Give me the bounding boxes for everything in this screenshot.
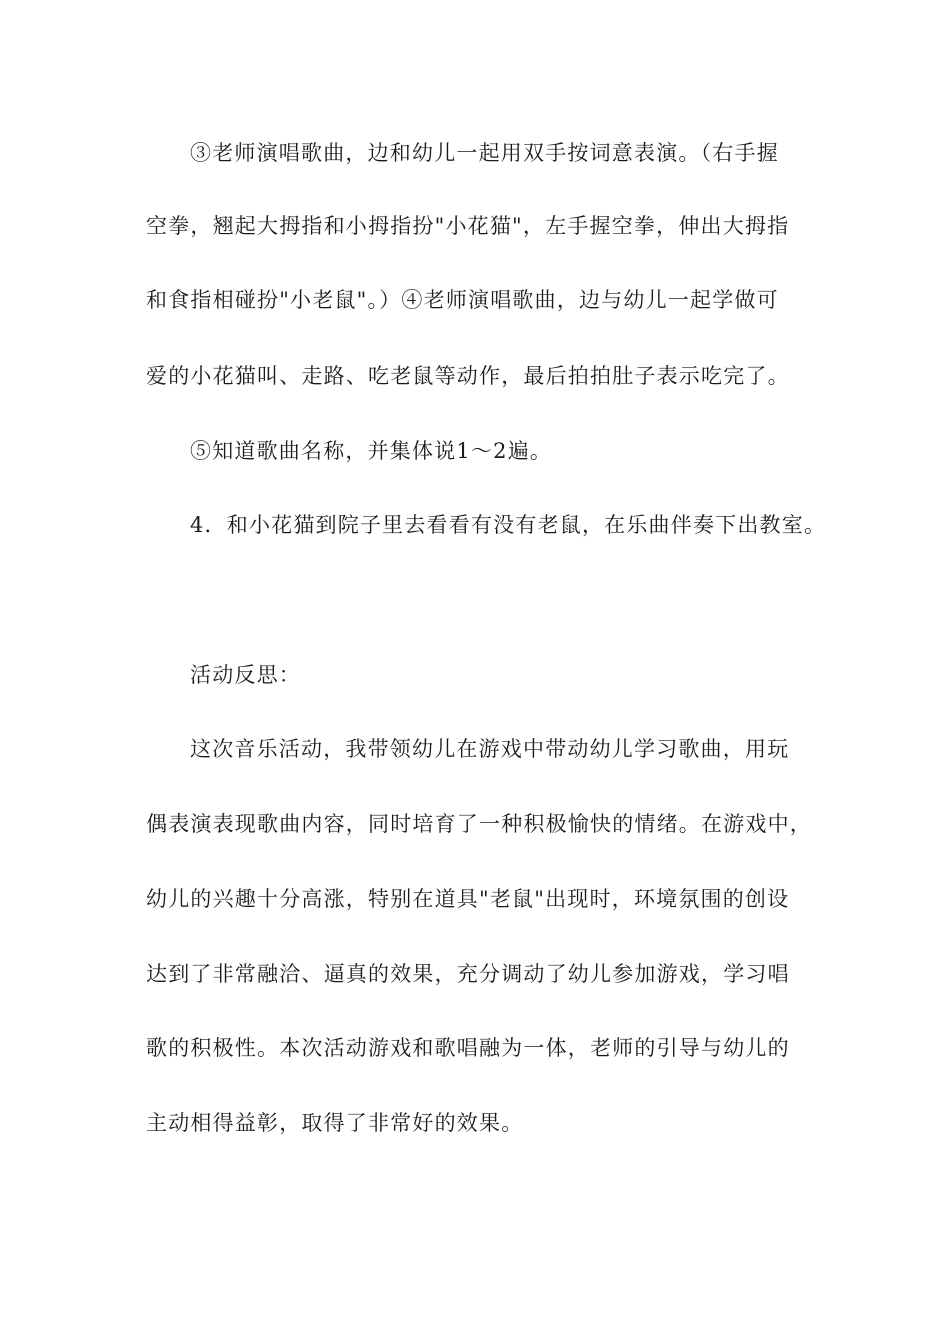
section-heading: 活动反思：: [190, 663, 301, 687]
paragraph-line: 偶表演表现歌曲内容，同时培育了一种积极愉快的情绪。在游戏中，: [146, 812, 812, 836]
paragraph-line: 主动相得益彰，取得了非常好的效果。: [146, 1111, 524, 1135]
paragraph-line: 幼儿的兴趣十分高涨，特别在道具"老鼠"出现时，环境氛围的创设: [146, 887, 790, 911]
paragraph-line: 达到了非常融洽、逼真的效果，充分调动了幼儿参加游戏，学习唱: [146, 962, 790, 986]
paragraph-line: 歌的积极性。本次活动游戏和歌唱融为一体，老师的引导与幼儿的: [146, 1036, 790, 1060]
paragraph-line: 空拳，翘起大拇指和小拇指扮"小花猫"，左手握空拳，伸出大拇指: [146, 214, 790, 238]
paragraph-line: 爱的小花猫叫、走路、吃老鼠等动作，最后拍拍肚子表示吃完了。: [146, 364, 790, 388]
paragraph-line: ③老师演唱歌曲，边和幼儿一起用双手按词意表演。（右手握: [190, 141, 779, 165]
paragraph-line: ⑤知道歌曲名称，并集体说1～2遍。: [190, 439, 553, 463]
paragraph-line: 4．和小花猫到院子里去看看有没有老鼠，在乐曲伴奏下出教室。: [190, 513, 827, 537]
paragraph-line: 这次音乐活动，我带领幼儿在游戏中带动幼儿学习歌曲，用玩: [190, 737, 790, 761]
paragraph-line: 和食指相碰扮"小老鼠"。）④老师演唱歌曲，边与幼儿一起学做可: [146, 288, 779, 312]
